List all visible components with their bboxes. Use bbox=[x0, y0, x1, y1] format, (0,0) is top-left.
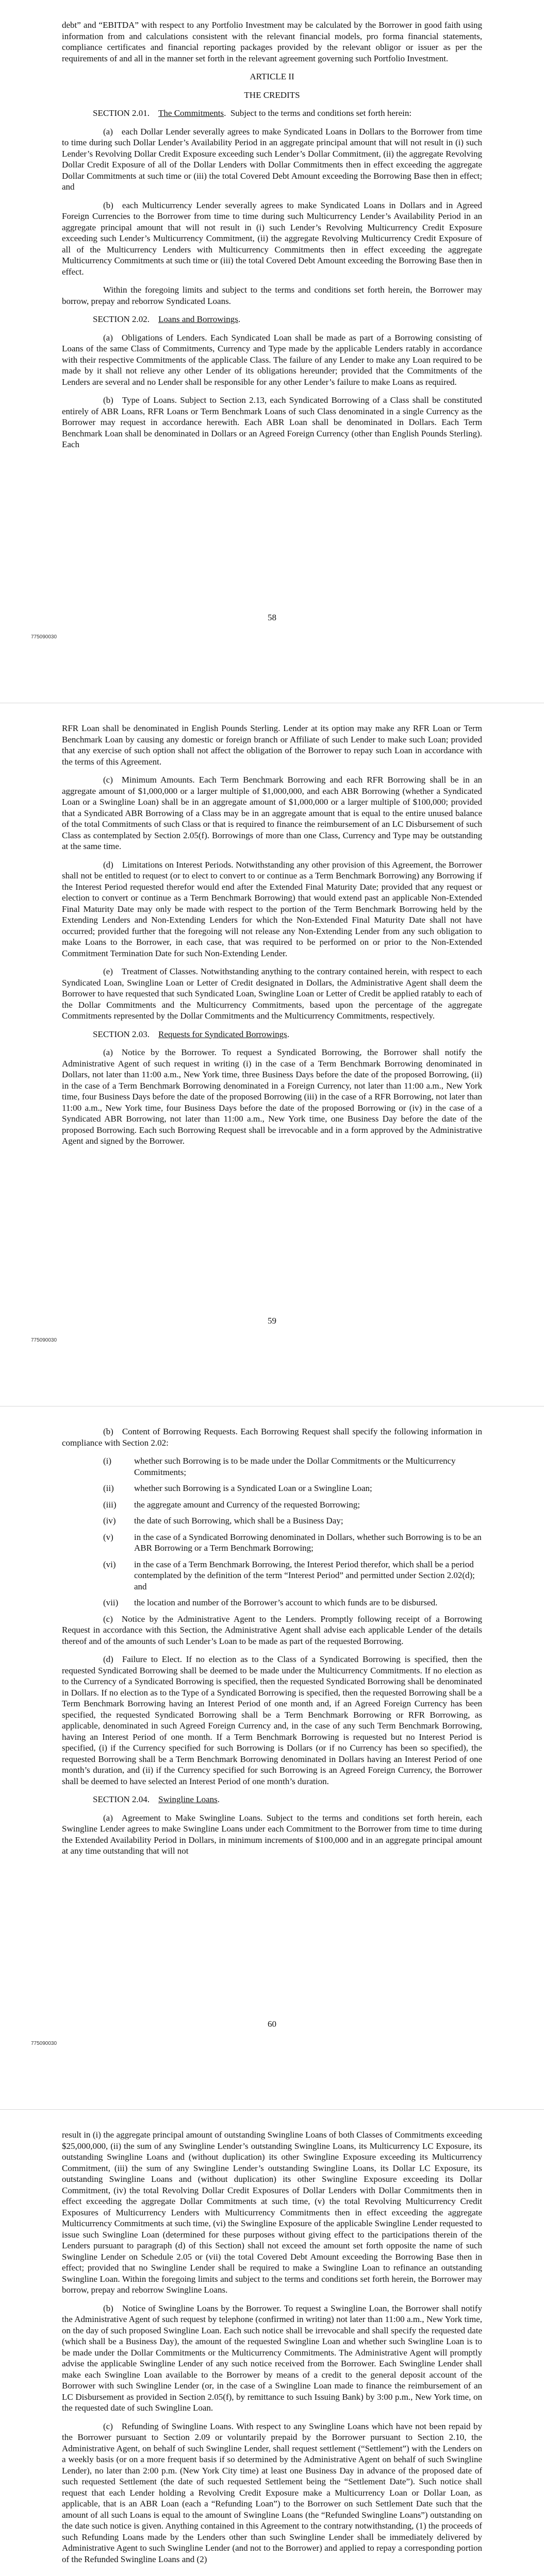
section-label: SECTION 2.04. bbox=[93, 1794, 150, 1804]
document-id: 775090030 bbox=[31, 1337, 57, 1343]
page-59 bbox=[0, 703, 544, 1406]
page-60 bbox=[0, 1406, 544, 2110]
list-item bbox=[62, 1532, 482, 1554]
page-number: 58 bbox=[268, 613, 276, 622]
paragraph: RFR Loan shall be denominated in English Pounds Sterling. Lender at its option may make any RFR Loan or Term Benchmark Loan by causing any domestic or foreign branch or Affiliate of such Lender to make such Loan; provided that any exercise of such option shall not affect the obligation of the Borrower to repay such Loan in accordance with the terms of this Agreement. bbox=[62, 723, 482, 767]
page-58 bbox=[0, 0, 544, 703]
document-id: 775090030 bbox=[31, 634, 57, 640]
section-heading: SECTION 2.04. Swingline Loans. bbox=[93, 1794, 220, 1804]
paragraph: (c) Refunding of Swingline Loans. With respect to any Swingline Loans which have not been repaid by the Borrower pursuant to Section 2.09 or voluntarily prepaid by the Borrower pursuant to Section 2.10, the Administrative Agent, on behalf of such Swingline Lender, shall request settlement (“Settlement”) with the Lenders on a weekly basis (or on a more frequent basis if so determined by the Administrative Agent on behalf of such Swingline Lender), no later than 2:00 p.m. (New York City time) at least one Business Day in advance of the proposed date of such requested Settlement (the date of such requested Settlement being the “Settlement Date”). Such notice shall request that each Lender holding a Revolving Credit Exposure make a Multicurrency Loan or Dollar Loan, as applicable, that is an ABR Loan (each a “Refunding Loan”) to the Borrower on such Settlement Date such that the amount of all such Loans is equal to the amount of Swingline Loans (the “Refunded Swingline Loans”) outstanding on the date such notice is given. Anything contained in this Agreement to the contrary notwithstanding, (1) the proceeds of such Refunding Loans made by the Lenders other than such Swingline Lender shall be immediately delivered by Administrative Agent to such Swingline Lender (and not to the Borrower) and applied to repay a corresponding portion of the Refunded Swingline Loans and (2) bbox=[62, 2421, 482, 2564]
list-item-label: (vii) bbox=[103, 1598, 119, 1607]
paragraph: result in (i) the aggregate principal amount of outstanding Swingline Loans of both Classes of Commitments exceeding $25,000,000, (ii) the sum of any Swingline Lender’s outstanding Swingline Loans, its Multicurrency LC Exposure, its outstanding Swingline Loans and (without duplication) its other Swingline Exposure exceeding its Multicurrency Commitment, (iii) the sum of any Swingline Lender’s outstanding Swingline Loans, its Dollar LC Exposure, its outstanding Swingline Loans and (without duplication) its other Swingline Exposure exceeding its Dollar Commitment, (iv) the total Revolving Dollar Credit Exposures of Dollar Lenders with Dollar Commitments then in effect exceeding the aggregate Dollar Commitments at such time, (v) the total Revolving Multicurrency Credit Exposures of Multicurrency Lenders with Multicurrency Commitments then in effect exceeding the aggregate Multicurrency Commitments at such time, (vi) the Swingline Exposure of the applicable Swingline Lender requested to issue such Swingline Loan (determined for these purposes without giving effect to the participations therein of the Lenders pursuant to paragraph (d) of this Section) shall not exceed the amount set forth opposite the name of such Swingline Lender on Schedule 2.05 or (vii) the total Covered Debt Amount exceeding the Borrowing Base then in effect; provided that no Swingline Lender shall be required to make a Swingline Loan to refinance an outstanding Swingline Loan. Within the foregoing limits and subject to the terms and conditions set forth herein, the Borrower may borrow, prepay and reborrow Swingline Loans. bbox=[62, 2130, 482, 2295]
list-item bbox=[62, 1455, 482, 1478]
section-label: SECTION 2.01. bbox=[93, 108, 150, 118]
paragraph: (a) each Dollar Lender severally agrees to make Syndicated Loans in Dollars to the Borrower from time to time during such Dollar Lender’s Availability Period in an aggregate principal amount that will not result in (i) such Lender’s Revolving Dollar Credit Exposure exceeding such Lender’s Dollar Commitment, (ii) the aggregate Revolving Dollar Credit Exposure of all of the Dollar Lenders with Dollar Commitments then in effect exceeding the aggregate Dollar Commitments at such time or (iii) the total Covered Debt Amount exceeding the Borrowing Base then in effect; and bbox=[62, 126, 482, 192]
paragraph: (c) Minimum Amounts. Each Term Benchmark Borrowing and each RFR Borrowing shall be in an aggregate amount of $1,000,000 or a larger multiple of $1,000,000, and each ABR Borrowing (whether a Syndicated Loan or a Swingline Loan) shall be in an aggregate amount of $1,000,000 or a larger multiple of $100,000; provided that a Syndicated ABR Borrowing of a Class may be in an aggregate amount that is equal to the entire unused balance of the total Commitments of such Class or that is required to finance the reimbursement of an LC Disbursement of such Class as contemplated by Section 2.05(f). Borrowings of more than one Class, Currency and Type may be outstanding at the same time. bbox=[62, 775, 482, 851]
paragraph: debt” and “EBITDA” with respect to any Portfolio Investment may be calculated by the Borrower in good faith using information from and calculations consistent with the relevant financial models, pro forma financial statements, compliance certificates and financial reporting packages provided by the relevant obligor or issuer as per the requirements of and all in the manner set forth in the relevant agreement governing such Portfolio Investment. bbox=[62, 20, 482, 63]
paragraph: (a) Obligations of Lenders. Each Syndicated Loan shall be made as part of a Borrowing consisting of Loans of the same Class of Commitments, Currency and Type made by the applicable Lenders ratably in accordance with their respective Commitments of the applicable Class. The failure of any Lender to make any Loan required to be made by it shall not relieve any other Lender of its obligations hereunder; provided that the Commitments of the Lenders are several and no Lender shall be responsible for any other Lender’s failure to make Loans as required. bbox=[62, 332, 482, 387]
list-item-text: in the case of a Term Benchmark Borrowing, the Interest Period therefor, which shall be a period contemplated by the definition of the term “Interest Period” and permitted under Section 2.02(d); and bbox=[134, 1559, 475, 1591]
section-heading: SECTION 2.01. The Commitments. Subject to the terms and conditions set forth herein: bbox=[93, 108, 412, 118]
list-item bbox=[62, 1499, 482, 1511]
paragraph: (d) Limitations on Interest Periods. Notwithstanding any other provision of this Agreement, the Borrower shall not be entitled to request (or to elect to convert to or continue as a Term Benchmark Borrowing) any Borrowing if the Interest Period requested therefor would end after the Extended Final Maturity Date; provided that any request or election to convert or continue as a Term Benchmark Borrowing) that would extend past an applicable Non-Extended Final Maturity Date may only be made with respect to the portion of the Term Benchmark Borrowing held by the Extending Lenders and Non-Extending Lenders for which the Non-Extended Final Maturity Date shall not have occurred; provided further that the foregoing will not release any Non-Extending Lender from any such obligation to make Loans to the Borrower, in each case, that was required to be performed on or prior to the Non-Extended Commitment Termination Date for such Non-Extending Lender. bbox=[62, 859, 482, 958]
list-item-text: the aggregate amount and Currency of the requested Borrowing; bbox=[134, 1499, 360, 1510]
paragraph: (b) Content of Borrowing Requests. Each Borrowing Request shall specify the following information in compliance with Section 2.02: bbox=[62, 1427, 482, 1448]
section-heading: SECTION 2.03. Requests for Syndicated Borrowings. bbox=[93, 1029, 290, 1039]
list-item-label: (i) bbox=[103, 1456, 112, 1466]
section-title: Swingline Loans bbox=[158, 1794, 218, 1804]
list-item-text: in the case of a Syndicated Borrowing denominated in Dollars, whether such Borrowing is to be an ABR Borrowing or a Term Benchmark Borrowing; bbox=[134, 1532, 482, 1553]
page-61 bbox=[0, 2110, 544, 2576]
paragraph: (b) each Multicurrency Lender severally agrees to make Syndicated Loans in Dollars and in Agreed Foreign Currencies to the Borrower from time to time during such Multicurrency Lender’s Availability Period in an aggregate principal amount that will not result in (i) such Lender’s Revolving Multicurrency Credit Exposure exceeding such Lender’s Multicurrency Commitment, (ii) the aggregate Revolving Multicurrency Credit Exposure of all of the Multicurrency Lenders with Multicurrency Commitments then in effect exceeding the aggregate Multicurrency Commitments at such time or (iii) the total Covered Debt Amount exceeding the Borrowing Base then in effect. bbox=[62, 200, 482, 277]
article-title: THE CREDITS bbox=[244, 90, 300, 100]
section-title: The Commitments bbox=[158, 108, 224, 118]
list-item-label: (iii) bbox=[103, 1499, 117, 1510]
paragraph: (b) Notice of Swingline Loans by the Borrower. To request a Swingline Loan, the Borrower shall notify the Administrative Agent of such request by telephone (confirmed in writing) not later than 11:00 a.m., New York time, on the day of such proposed Swingline Loan. Each such notice shall be irrevocable and shall specify the requested date (which shall be a Business Day), the amount of the requested Swingline Loan and whether such Swingline Loan is to be made under the Dollar Commitments or the Multicurrency Commitments. The Administrative Agent will promptly advise the applicable Swingline Lender of any such notice received from the Borrower. Each Swingline Lender shall make each Swingline Loan available to the Borrower by means of a credit to the general deposit account of the Borrower with such Swingline Lender (or, in the case of a Swingline Loan made to finance the reimbursement of an LC Disbursement as provided in Section 2.05(f), by remittance to such Issuing Bank) by 3:00 p.m., New York time, on the requested date of such Swingline Loan. bbox=[62, 2303, 482, 2413]
page-number: 59 bbox=[268, 1316, 276, 1326]
list-item-label: (v) bbox=[103, 1532, 113, 1542]
paragraph: (e) Treatment of Classes. Notwithstanding anything to the contrary contained herein, with respect to each Syndicated Loan, Swingline Loan or Letter of Credit designated in Dollars, the Administrative Agent shall deem the Borrower to have requested that such Syndicated Loan, Swingline Loan or Letter of Credit be applied ratably to each of the Dollar Commitments and the Multicurrency Commitments, based upon the percentage of the aggregate Commitments represented by the Dollar Commitments and the Multicurrency Commitments, respectively. bbox=[62, 967, 482, 1021]
list-item bbox=[62, 1515, 482, 1527]
list-item bbox=[62, 1597, 482, 1608]
paragraph: (c) Notice by the Administrative Agent to the Lenders. Promptly following receipt of a Borrowing Request in accordance with this Section, the Administrative Agent shall advise each applicable Lender of the details thereof and of the amounts of such Lender’s Loan to be made as part of the requested Borrowing. bbox=[62, 1614, 482, 1646]
paragraph: (d) Failure to Elect. If no election as to the Class of a Syndicated Borrowing is specified, then the requested Syndicated Borrowing shall be deemed to be made under the Multicurrency Commitments. If no election as to the Currency of a Syndicated Borrowing is specified, then the requested Syndicated Borrowing shall be denominated in Dollars. If no election as to the Type of a Syndicated Borrowing is specified, then the requested Borrowing shall be a Term Benchmark Borrowing having an Interest Period of one month and, if an Agreed Foreign Currency has been specified, the requested Syndicated Borrowing shall be a Term Benchmark Borrowing or RFR Borrowing, as applicable, denominated in such Agreed Foreign Currency and, in the case of any such Term Benchmark Borrowing, having an Interest Period of one month. If a Term Benchmark Borrowing is requested but no Interest Period is specified, (i) if the Currency specified for such Borrowing is Dollars (or if no Currency has been so specified), the requested Borrowing shall be a Term Benchmark Borrowing denominated in Dollars having an Interest Period of one month’s duration, and (ii) if the Currency specified for such Borrowing is an Agreed Foreign Currency, the Borrower shall be deemed to have selected an Interest Period of one month’s duration. bbox=[62, 1654, 482, 1786]
article-heading: ARTICLE II bbox=[250, 72, 294, 81]
section-text: Subject to the terms and conditions set forth herein: bbox=[230, 108, 412, 118]
list-item-text: whether such Borrowing is to be made under the Dollar Commitments or the Multicurrency Commitments; bbox=[134, 1456, 456, 1477]
list-item bbox=[62, 1483, 482, 1494]
list-item-text: the date of such Borrowing, which shall be a Business Day; bbox=[134, 1516, 343, 1526]
list-item-label: (iv) bbox=[103, 1516, 116, 1526]
section-label: SECTION 2.03. bbox=[93, 1029, 150, 1039]
section-heading: SECTION 2.02. Loans and Borrowings. bbox=[93, 314, 241, 324]
paragraph: (b) Type of Loans. Subject to Section 2.13, each Syndicated Borrowing of a Class shall be constituted entirely of ABR Loans, RFR Loans or Term Benchmark Loans of such Class denominated in a single Currency as the Borrower may request in accordance herewith. Each ABR Loan shall be denominated in Dollars. Each Term Benchmark Loan shall be denominated in Dollars or an Agreed Foreign Currency (other than English Pounds Sterling). Each bbox=[62, 395, 482, 449]
section-label: SECTION 2.02. bbox=[93, 314, 150, 324]
list-item-label: (vi) bbox=[103, 1559, 116, 1569]
section-title: Loans and Borrowings bbox=[158, 314, 238, 324]
paragraph: (a) Notice by the Borrower. To request a Syndicated Borrowing, the Borrower shall notify the Administrative Agent of such request in writing (i) in the case of a Term Benchmark Borrowing denominated in Dollars, not later than 11:00 a.m., New York time, three Business Days before the date of the proposed Borrowing, (ii) in the case of a Term Benchmark Borrowing denominated in a Foreign Currency, not later than 11:00 a.m., New York time, four Business Days before the date of the proposed Borrowing (iii) in the case of a RFR Borrowing, not later than 11:00 a.m., New York time, four Business Days before the date of the proposed Borrowing or (iv) in the case of a Syndicated ABR Borrowing, not later than 11:00 a.m., New York time, one Business Day before the date of the proposed Borrowing. Each such Borrowing Request shall be irrevocable and in a form approved by the Administrative Agent and signed by the Borrower. bbox=[62, 1047, 482, 1146]
page-number: 60 bbox=[268, 2019, 276, 2029]
list-item-label: (ii) bbox=[103, 1483, 114, 1493]
document-id: 775090030 bbox=[31, 2041, 57, 2046]
list-item-text: whether such Borrowing is a Syndicated Loan or a Swingline Loan; bbox=[134, 1483, 372, 1493]
paragraph: Within the foregoing limits and subject to the terms and conditions set forth herein, the Borrower may borrow, prepay and reborrow Syndicated Loans. bbox=[62, 285, 482, 306]
list-item-text: the location and number of the Borrower’s account to which funds are to be disbursed. bbox=[134, 1598, 438, 1607]
list-item bbox=[62, 1559, 482, 1592]
section-title: Requests for Syndicated Borrowings bbox=[158, 1029, 287, 1039]
paragraph: (a) Agreement to Make Swingline Loans. Subject to the terms and conditions set forth herein, each Swingline Lender agrees to make Swingline Loans under each Commitment to the Borrower from time to time during the Extended Availability Period in Dollars, in minimum increments of $100,000 and in an aggregate principal amount at any time outstanding that will not bbox=[62, 1812, 482, 1856]
